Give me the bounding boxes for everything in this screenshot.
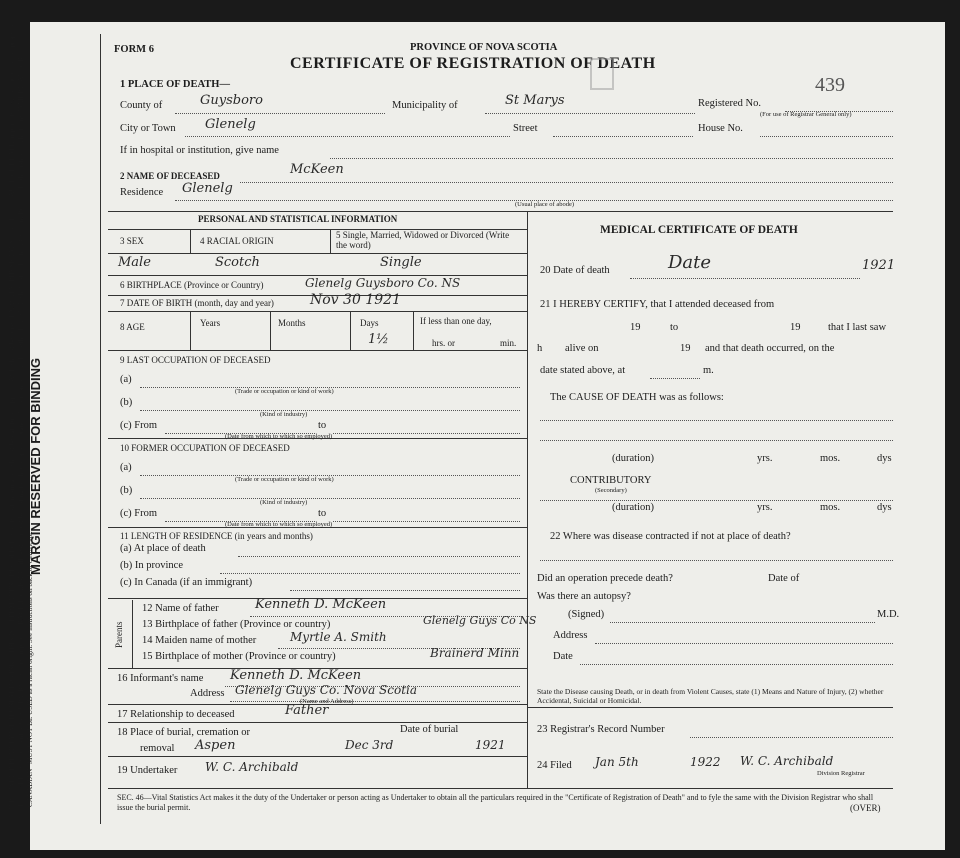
last-occ-b: (b) <box>120 397 133 408</box>
registered-label: Registered No. <box>698 98 761 109</box>
county-value: Guysboro <box>200 93 263 108</box>
certify-date-stated: date stated above, at <box>540 365 626 376</box>
residence-length-a: (a) At place of death <box>120 543 206 554</box>
form-number: FORM 6 <box>114 44 154 55</box>
marital-value: Single <box>380 255 422 270</box>
hospital-label: If in hospital or institution, give name <box>120 145 279 156</box>
last-occ-trade-note: (Trade or occupation or kind of work) <box>235 388 334 395</box>
residence-value: Glenelg <box>182 181 233 196</box>
province-title: PROVINCE OF NOVA SCOTIA <box>410 42 558 53</box>
lessday-label: If less than one day, <box>420 316 492 326</box>
registrar-signature: W. C. Archibald <box>740 754 834 768</box>
violent-note: State the Disease causing Death, or in death from Violent Causes, state (1) Means and Nature of Injury, (2) whether Accidental, Suicidal or Homicidal. <box>537 687 884 705</box>
cause-label: The CAUSE OF DEATH was as follows: <box>550 392 724 403</box>
certify-alive: alive on <box>565 343 599 354</box>
last-occ-kind-note: (Kind of industry) <box>260 411 308 418</box>
mother-label: 14 Maiden name of mother <box>142 635 257 646</box>
mother-birth-label: 15 Birthplace of mother (Province or country) <box>142 651 336 662</box>
contrib-duration: (duration) <box>612 502 654 513</box>
cause-yrs: yrs. <box>757 453 773 464</box>
sex-value: Male <box>118 255 151 270</box>
informant-note: (Name and Address) <box>300 698 354 705</box>
former-occ-trade-note: (Trade or occupation or kind of work) <box>235 476 334 483</box>
burial-place-value: Aspen <box>195 738 236 753</box>
sex-label: 3 SEX <box>120 236 144 246</box>
contrib-dys: dys <box>877 502 892 513</box>
burial-year-value: 1921 <box>475 738 506 752</box>
residence-length-c: (c) In Canada (if an immigrant) <box>120 577 253 588</box>
former-occupation-heading: 10 FORMER OCCUPATION OF DECEASED <box>120 443 290 453</box>
medical-heading: MEDICAL CERTIFICATE OF DEATH <box>600 224 798 236</box>
former-occ-a: (a) <box>120 462 132 473</box>
min-label: min. <box>500 338 517 348</box>
dob-label: 7 DATE OF BIRTH (month, day and year) <box>120 298 274 308</box>
informant-label: 16 Informant's name <box>117 673 204 684</box>
birthplace-value: Glenelg Guysboro Co. NS <box>305 276 461 290</box>
certify-text: 21 I HEREBY CERTIFY, that I attended deceased from <box>540 299 775 310</box>
former-occ-b: (b) <box>120 485 133 496</box>
informant-address-value: Glenelg Guys Co. Nova Scotia <box>235 683 418 697</box>
signed-label: (Signed) <box>568 609 605 620</box>
father-label: 12 Name of father <box>142 603 219 614</box>
record-number-label: 23 Registrar's Record Number <box>537 724 665 735</box>
marital-label: 5 Single, Married, Widowed or Divorced (Write the word) <box>336 230 510 250</box>
deceased-name-label: 2 NAME OF DECEASED <box>120 171 220 181</box>
place-heading: 1 PLACE OF DEATH— <box>120 79 230 90</box>
contracted-label: 22 Where was disease contracted if not at place of death? <box>550 531 791 542</box>
former-occ-to: to <box>318 508 327 519</box>
informant-address-label: Address <box>190 688 225 699</box>
certify-m: m. <box>703 365 714 376</box>
death-year-value: 1921 <box>862 258 896 273</box>
birthplace-label: 6 BIRTHPLACE (Province or Country) <box>120 280 264 290</box>
last-occ-dates-note: (Date from which to which so employed) <box>225 433 333 440</box>
division-registrar-label: Division Registrar <box>817 770 865 777</box>
informant-value: Kenneth D. McKeen <box>230 668 362 683</box>
secondary-note: (Secondary) <box>595 487 627 494</box>
certify-last-saw: that I last saw <box>828 322 887 333</box>
last-occ-to: to <box>318 420 327 431</box>
undertaker-label: 19 Undertaker <box>117 765 178 776</box>
margin-rule <box>100 34 101 824</box>
stamp-mark <box>590 58 614 90</box>
last-occ-a: (a) <box>120 374 132 385</box>
md-label: M.D. <box>877 609 900 620</box>
hrs-label: hrs. or <box>432 338 455 348</box>
house-label: House No. <box>698 123 743 134</box>
deceased-name-value: McKeen <box>290 162 344 177</box>
undertaker-value: W. C. Archibald <box>205 760 299 774</box>
parents-side-label: Parents <box>114 621 124 648</box>
operation-date-label: Date of <box>768 573 800 584</box>
certify-19c: 19 <box>680 343 691 354</box>
contributory-label: CONTRIBUTORY <box>570 475 652 486</box>
city-value: Glenelg <box>205 117 256 132</box>
filed-year-value: 1922 <box>690 755 721 769</box>
margin-reserved-label: MARGIN RESERVED FOR BINDING <box>28 357 43 575</box>
certify-19b: 19 <box>790 322 801 333</box>
page-title: CERTIFICATE OF REGISTRATION OF DEATH <box>290 55 656 72</box>
filed-value: Jan 5th <box>595 755 639 769</box>
burial-removal-label: removal <box>140 743 175 754</box>
operation-label: Did an operation precede death? <box>537 573 673 584</box>
registrar-note: (For use of Registrar General only) <box>760 111 852 118</box>
former-occ-kind-note: (Kind of industry) <box>260 499 308 506</box>
dob-value: Nov 30 1921 <box>310 292 401 308</box>
cause-dys: dys <box>877 453 892 464</box>
burial-date-label: Date of burial <box>400 724 459 735</box>
death-date-value: Date <box>668 252 712 273</box>
filed-label: 24 Filed <box>537 760 572 771</box>
certify-to: to <box>670 322 679 333</box>
days-label: Days <box>360 318 379 328</box>
medical-address-label: Address <box>553 630 588 641</box>
cause-mos: mos. <box>820 453 841 464</box>
last-occ-c: (c) From <box>120 420 158 431</box>
mother-birth-value: Brainerd Minn <box>430 646 520 660</box>
months-label: Months <box>278 318 306 328</box>
residence-note: (Usual place of abode) <box>515 201 575 208</box>
certify-h: h <box>537 343 543 354</box>
former-occ-c: (c) From <box>120 508 158 519</box>
residence-label: Residence <box>120 187 164 198</box>
relationship-value: Father <box>285 703 329 718</box>
contrib-yrs: yrs. <box>757 502 773 513</box>
days-value: 1½ <box>368 332 389 347</box>
municipality-value: St Marys <box>505 93 565 108</box>
county-label: County of <box>120 100 163 111</box>
certify-occurred: and that death occurred, on the <box>705 343 835 354</box>
municipality-label: Municipality of <box>392 100 458 111</box>
relationship-label: 17 Relationship to deceased <box>117 709 235 720</box>
city-label: City or Town <box>120 123 176 134</box>
father-birth-label: 13 Birthplace of father (Province or country) <box>142 619 331 630</box>
former-occ-dates-note: (Date from which to which so employed) <box>225 521 333 528</box>
residence-length-b: (b) In province <box>120 560 183 571</box>
street-label: Street <box>513 123 538 134</box>
cause-duration: (duration) <box>612 453 654 464</box>
last-occupation-heading: 9 LAST OCCUPATION OF DECEASED <box>120 355 271 365</box>
father-value: Kenneth D. McKeen <box>255 597 387 612</box>
burial-date-value: Dec 3rd <box>345 738 394 752</box>
medical-date-label: Date <box>553 651 573 662</box>
mother-value: Myrtle A. Smith <box>290 630 387 644</box>
contrib-mos: mos. <box>820 502 841 513</box>
racial-value: Scotch <box>215 255 260 270</box>
margin-instructions: N.B.—WRITE PLAINLY WITH UNFADING INK—THIS IS A PERMANENT RECORD. Every item of information should be carefully supplied. AGE should be stated EXACTLY. PHYSICIANS should state CAUSE OF DEATH in plain terms, so that it may be properly classified. Exact statement of OCCUPATION is very important. RACIAL ORIGIN will be described by stating to what people or branch the person belonged whether English, Irish, Scotch, French, German, Russian, Ruthenian, etc. The terms "AMERICAN" OR "CANADIAN" MUST NOT BE USED as a racial origin. See instructions on back of Certificate. <box>8 23 35 810</box>
burial-place-label: 18 Place of burial, cremation or <box>117 727 250 738</box>
autopsy-label: Was there an autopsy? <box>537 591 631 602</box>
father-birth-value: Glenelg Guys Co NS <box>423 614 537 627</box>
registration-number: 439 <box>815 74 845 96</box>
personal-heading: PERSONAL AND STATISTICAL INFORMATION <box>198 214 398 224</box>
racial-label: 4 RACIAL ORIGIN <box>200 236 274 246</box>
certify-19a: 19 <box>630 322 641 333</box>
footer-over: (OVER) <box>850 803 881 813</box>
death-date-label: 20 Date of death <box>540 265 610 276</box>
age-label: 8 AGE <box>120 322 145 332</box>
years-label: Years <box>200 318 221 328</box>
residence-length-heading: 11 LENGTH OF RESIDENCE (in years and months) <box>120 531 313 541</box>
footer-sec-46: SEC. 46—Vital Statistics Act makes it the duty of the Undertaker or person acting as Undertaker to obtain all the particulars required in the "Certificate of Registration of Death" and to fyle the same with the Division Registrar who shall issue the burial permit. <box>117 793 874 812</box>
